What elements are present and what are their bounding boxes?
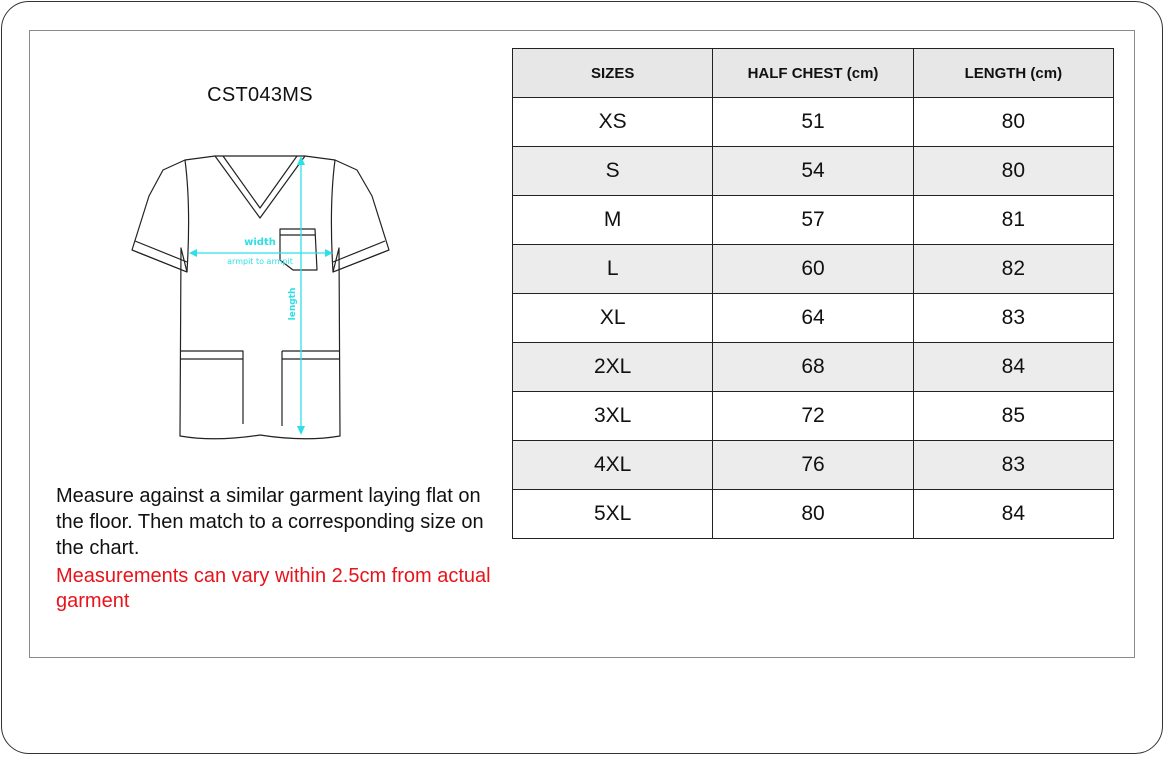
width-sublabel: armpit to armpit (227, 257, 293, 266)
size-cell: 5XL (513, 490, 713, 539)
table-row (513, 245, 1114, 294)
lower-left-pocket (181, 351, 243, 424)
length-cell: 80 (913, 147, 1113, 196)
half-chest-cell: 80 (713, 490, 913, 539)
half-chest-cell: 72 (713, 392, 913, 441)
header-half-chest: HALF CHEST (cm) (713, 49, 913, 98)
length-cell: 85 (913, 392, 1113, 441)
length-cell: 82 (913, 245, 1113, 294)
right-armhole-seam (331, 160, 335, 272)
header-sizes: SIZES (513, 49, 713, 98)
size-cell: S (513, 147, 713, 196)
size-cell: 2XL (513, 343, 713, 392)
table-row (513, 294, 1114, 343)
length-cell: 83 (913, 441, 1113, 490)
left-sleeve-cuff (132, 241, 187, 272)
half-chest-cell: 76 (713, 441, 913, 490)
width-arrow-left (189, 249, 197, 257)
instructions-text: Measure against a similar garment laying flat on the floor. Then match to a corresponding size on the chart. (56, 485, 484, 559)
length-label: length (288, 287, 298, 321)
table-row (513, 441, 1114, 490)
product-code: CST043MS (207, 84, 313, 106)
left-armhole-seam (185, 160, 189, 272)
length-cell: 80 (913, 98, 1113, 147)
table-row (513, 98, 1114, 147)
table-row (513, 392, 1114, 441)
right-sleeve-cuff (333, 241, 389, 272)
table-row (513, 343, 1114, 392)
table-header-row (513, 49, 1114, 98)
half-chest-cell: 64 (713, 294, 913, 343)
half-chest-cell: 54 (713, 147, 913, 196)
length-arrow-bottom (297, 426, 305, 435)
width-label: width (244, 237, 276, 248)
lower-right-pocket (282, 351, 339, 426)
instructions (56, 483, 506, 614)
size-cell: 3XL (513, 392, 713, 441)
length-cell: 84 (913, 490, 1113, 539)
half-chest-cell: 57 (713, 196, 913, 245)
scrub-top-diagram (125, 146, 395, 441)
table-row (513, 147, 1114, 196)
length-cell: 84 (913, 343, 1113, 392)
size-cell: 4XL (513, 441, 713, 490)
length-cell: 83 (913, 294, 1113, 343)
size-chart-table (512, 48, 1114, 539)
measurement-warning: Measurements can vary within 2.5cm from actual garment (56, 565, 491, 612)
table-row (513, 196, 1114, 245)
size-cell: L (513, 245, 713, 294)
size-cell: XL (513, 294, 713, 343)
table-row (513, 490, 1114, 539)
half-chest-cell: 60 (713, 245, 913, 294)
half-chest-cell: 51 (713, 98, 913, 147)
garment-outline (132, 156, 389, 439)
v-neck (215, 156, 305, 218)
half-chest-cell: 68 (713, 343, 913, 392)
length-cell: 81 (913, 196, 1113, 245)
size-cell: XS (513, 98, 713, 147)
header-length: LENGTH (cm) (913, 49, 1113, 98)
size-cell: M (513, 196, 713, 245)
